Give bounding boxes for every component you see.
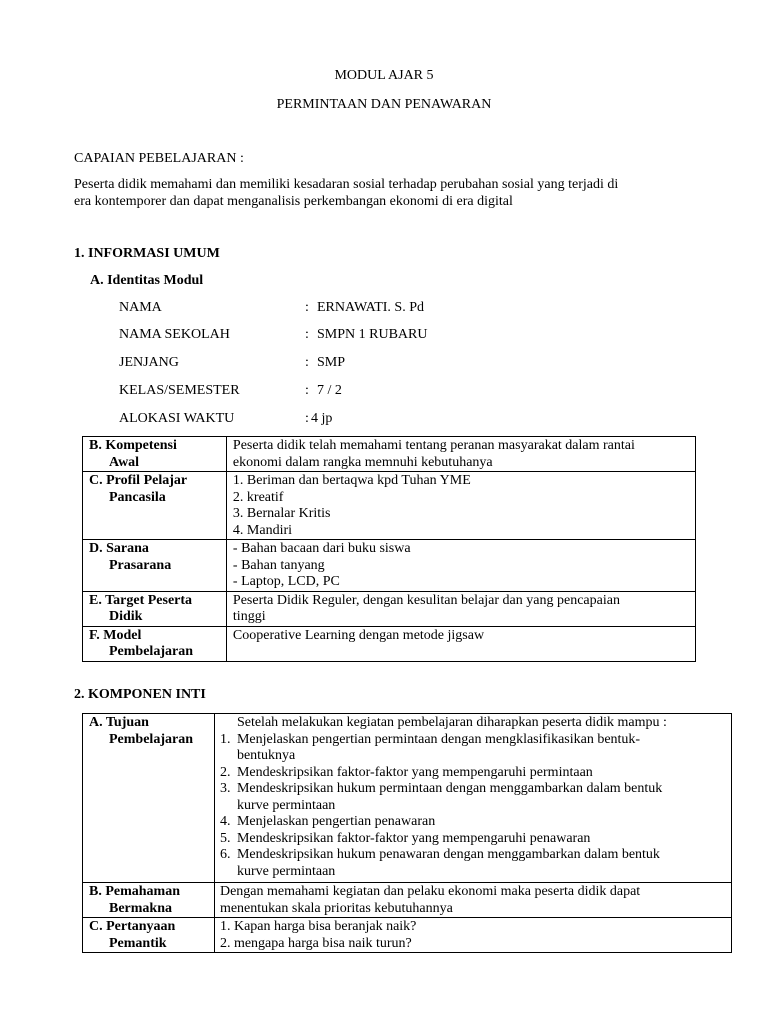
komponen-inti-table <box>82 713 732 953</box>
table-row-target <box>83 591 696 626</box>
list-item-line: bentuknya <box>236 748 296 763</box>
row-value-line: 4. Mandiri <box>232 522 293 538</box>
table-value-cell <box>214 918 731 953</box>
table-key-cell <box>83 918 215 953</box>
row-value-line: Peserta Didik Reguler, dengan kesulitan belajar dan yang pencapaian <box>232 592 620 608</box>
table-row-tujuan <box>83 714 732 883</box>
list-item-number: 6. <box>219 847 231 862</box>
table-row-model <box>83 626 696 661</box>
capaian-text-line-2: era kontemporer dan dapat menganalisis perkembangan ekonomi di era digital <box>74 194 513 209</box>
row-key-line-1: C. Profil Pelajar <box>89 473 188 488</box>
row-key-line-2: Awal <box>109 454 140 470</box>
row-value-line: ekonomi dalam rangka memnuhi kebutuhanya <box>232 454 493 470</box>
list-item-number: 3. <box>219 781 231 796</box>
list-item-number: 2. <box>219 764 231 780</box>
module-subtitle: PERMINTAAN DAN PENAWARAN <box>276 97 492 112</box>
identity-label: NAMA SEKOLAH <box>119 327 230 342</box>
table-row-pemahaman <box>83 883 732 918</box>
row-key-line-1: C. Pertanyaan <box>89 919 176 934</box>
table-row-pertanyaan <box>83 918 732 953</box>
identity-row-alokasi <box>119 410 719 427</box>
list-item <box>220 847 725 880</box>
table-value-cell <box>214 883 731 918</box>
table-row-kompetensi <box>83 437 696 472</box>
list-item <box>220 831 725 848</box>
list-item-number: 1. <box>219 731 231 747</box>
tujuan-list <box>220 732 725 881</box>
list-item-line: kurve permintaan <box>236 797 336 813</box>
table-value-cell <box>214 714 731 883</box>
table-key-cell <box>83 540 227 592</box>
info-umum-table <box>82 436 696 662</box>
table-key-cell <box>83 883 215 918</box>
list-item-line: Mendeskripsikan hukum penawaran dengan menggambarkan dalam bentuk <box>236 847 660 862</box>
table-key-cell <box>83 626 227 661</box>
identity-value: ERNAWATI. S. Pd <box>317 300 424 315</box>
list-item <box>220 732 725 765</box>
list-item-line: Mendeskripsikan hukum permintaan dengan menggambarkan dalam bentuk <box>236 781 663 796</box>
table-value-cell <box>226 437 695 472</box>
row-key-line-1: D. Sarana <box>89 541 149 556</box>
row-key-line-1: B. Pemahaman <box>89 884 180 899</box>
identity-row-sekolah <box>119 326 719 343</box>
list-item <box>220 765 725 782</box>
identity-row-kelas <box>119 382 719 399</box>
row-value-line: - Bahan tanyang <box>232 557 325 573</box>
row-value-line: tinggi <box>232 609 266 624</box>
section-2-heading: 2. KOMPONEN INTI <box>74 687 206 702</box>
row-value-line: - Laptop, LCD, PC <box>232 574 340 589</box>
identity-label: JENJANG <box>119 355 179 370</box>
identity-colon: : <box>305 327 309 342</box>
capaian-heading: CAPAIAN PEBELAJARAN : <box>74 151 244 166</box>
identity-label: KELAS/SEMESTER <box>119 383 240 398</box>
row-value-line: Peserta didik telah memahami tentang peranan masyarakat dalam rantai <box>232 438 635 453</box>
section-1-heading: 1. INFORMASI UMUM <box>74 246 220 261</box>
table-value-cell <box>226 540 695 592</box>
identity-value: SMPN 1 RUBARU <box>317 327 428 342</box>
row-value-line: 2. mengapa harga bisa naik turun? <box>219 935 412 951</box>
row-value-line: Cooperative Learning dengan metode jigsaw <box>232 627 485 643</box>
row-key-line-1: A. Tujuan <box>89 715 149 730</box>
tujuan-intro: Setelah melakukan kegiatan pembelajaran diharapkan peserta didik mampu : <box>236 715 667 730</box>
row-key-line-2: Bermakna <box>109 900 172 916</box>
table-value-cell <box>226 472 695 540</box>
table-row-sarana <box>83 540 696 592</box>
row-value-line: 3. Bernalar Kritis <box>232 506 331 521</box>
list-item-number: 4. <box>219 814 231 829</box>
capaian-text-line-1: Peserta didik memahami dan memiliki kesadaran sosial terhadap perubahan sosial yang terjadi di <box>74 177 619 192</box>
row-value-line: Dengan memahami kegiatan dan pelaku ekonomi maka peserta didik dapat <box>219 884 641 899</box>
table-key-cell <box>83 591 227 626</box>
table-key-cell <box>83 472 227 540</box>
list-item <box>220 781 725 814</box>
table-value-cell <box>226 591 695 626</box>
list-item <box>220 814 725 831</box>
row-key-line-2: Didik <box>109 609 143 624</box>
identity-row-jenjang <box>119 354 719 371</box>
row-key-line-1: E. Target Peserta <box>89 592 193 608</box>
row-key-line-1: F. Model <box>89 627 142 643</box>
identity-value: 4 jp <box>311 411 333 426</box>
row-key-line-2: Prasarana <box>109 557 172 573</box>
list-item-line: Mendeskripsikan faktor-faktor yang mempengaruhi permintaan <box>236 764 593 780</box>
list-item-line: kurve permintaan <box>236 863 336 879</box>
table-key-cell <box>83 714 215 883</box>
identity-value: SMP <box>317 355 346 370</box>
row-key-line-1: B. Kompetensi <box>89 438 177 453</box>
module-title: MODUL AJAR 5 <box>334 68 434 83</box>
row-value-line: - Bahan bacaan dari buku siswa <box>232 541 411 556</box>
table-row-profil <box>83 472 696 540</box>
identity-colon: : <box>305 300 309 315</box>
identity-row-nama <box>119 299 719 316</box>
identitas-modul-heading: A. Identitas Modul <box>90 273 204 288</box>
list-item-line: Menjelaskan pengertian penawaran <box>236 814 436 829</box>
row-key-line-2: Pembelajaran <box>109 644 193 659</box>
table-key-cell <box>83 437 227 472</box>
list-item-number: 5. <box>219 830 231 846</box>
row-value-line: menentukan skala prioritas kebutuhannya <box>219 900 453 916</box>
row-value-line: 1. Beriman dan bertaqwa kpd Tuhan YME <box>232 473 471 488</box>
identity-label: ALOKASI WAKTU <box>119 411 235 426</box>
identity-colon: : <box>305 411 309 426</box>
list-item-line: Mendeskripsikan faktor-faktor yang mempengaruhi penawaran <box>236 830 591 846</box>
table-value-cell <box>226 626 695 661</box>
list-item-line: Menjelaskan pengertian permintaan dengan mengklasifikasikan bentuk- <box>236 731 641 747</box>
identity-label: NAMA <box>119 300 162 315</box>
row-value-line: 1. Kapan harga bisa beranjak naik? <box>219 919 417 934</box>
row-value-line: 2. kreatif <box>232 489 284 505</box>
row-key-line-2: Pembelajaran <box>109 731 193 747</box>
identity-value: 7 / 2 <box>317 383 342 398</box>
row-key-line-2: Pancasila <box>109 489 166 505</box>
identity-colon: : <box>305 383 309 398</box>
row-key-line-2: Pemantik <box>109 935 167 951</box>
identity-colon: : <box>305 355 309 370</box>
